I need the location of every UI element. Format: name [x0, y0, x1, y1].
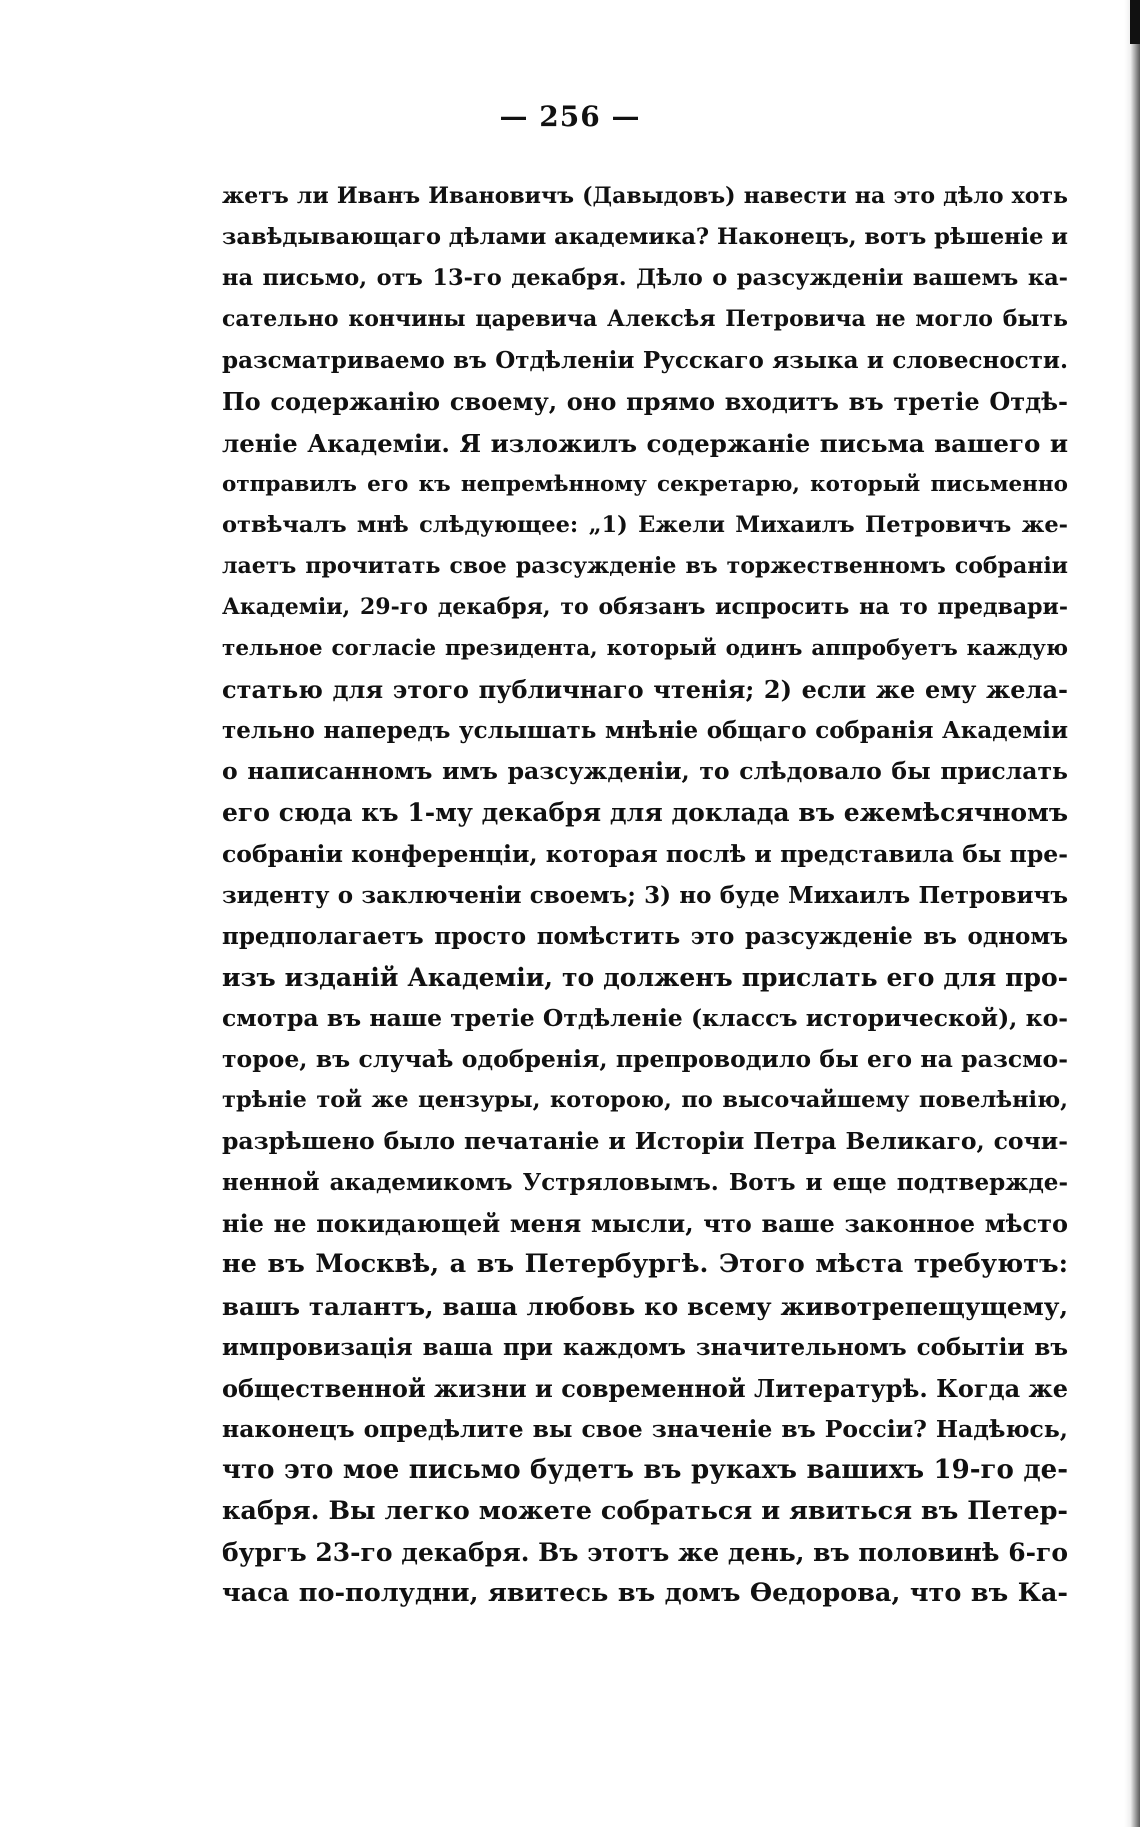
- text-line: разрѣшено было печатаніе и Исторіи Петра Великаго, сочи-: [222, 1127, 1068, 1156]
- page-number: — 256 —: [499, 100, 641, 133]
- page-edge-shadow: [1124, 0, 1140, 1827]
- text-line: тельно напередъ услышать мнѣніе общаго собранія Академіи: [222, 717, 1068, 745]
- text-line: предполагаетъ просто помѣстить это разсужденіе въ одномъ: [222, 922, 1068, 950]
- text-line: бургъ 23-го декабря. Въ этотъ же день, въ половинѣ 6-го: [222, 1538, 1068, 1568]
- text-line: импровизація ваша при каждомъ значительномъ событіи въ: [222, 1333, 1068, 1361]
- text-line: жетъ ли Иванъ Ивановичъ (Давыдовъ) навести на это дѣло хоть: [222, 183, 1068, 209]
- text-line: отвѣчалъ мнѣ слѣдующее: „1) Ежели Михаилъ Петровичъ же-: [222, 511, 1068, 538]
- text-line: Академіи, 29-го декабря, то обязанъ испросить на то предвари-: [222, 593, 1068, 620]
- text-line: торое, въ случаѣ одобренія, препроводило бы его на разсмо-: [222, 1044, 1068, 1073]
- text-line: разсматриваемо въ Отдѣленіи Русскаго языка и словесности.: [222, 347, 1068, 375]
- text-line: вашъ талантъ, ваша любовь ко всему животрепещущему,: [222, 1291, 1068, 1321]
- body-text: [222, 176, 1068, 1614]
- text-line: лаетъ прочитать свое разсужденіе въ торжественномъ собраніи: [222, 552, 1068, 579]
- text-line: изъ изданій Академіи, то долженъ прислать его для про-: [222, 962, 1068, 992]
- text-line: о написанномъ имъ разсужденіи, то слѣдовало бы прислать: [222, 757, 1068, 786]
- text-line: собраніи конференціи, которая послѣ и представила бы пре-: [222, 839, 1068, 868]
- page-edge-mark: [1130, 0, 1140, 44]
- text-line: статью для этого публичнаго чтенія; 2) если же ему жела-: [222, 675, 1068, 705]
- text-line: отправилъ его къ непремѣнному секретарю, который письменно: [222, 471, 1068, 497]
- text-line: По содержанію своему, оно прямо входитъ въ третіе Отдѣ-: [222, 387, 1068, 417]
- text-line: смотра въ наше третіе Отдѣленіе (классъ исторической), ко-: [222, 1003, 1068, 1032]
- text-line: зиденту о заключеніи своемъ; 3) но буде Михаилъ Петровичъ: [222, 881, 1068, 909]
- text-line: ніе не покидающей меня мысли, что ваше законное мѣсто: [222, 1209, 1068, 1239]
- text-line: трѣніе той же цензуры, которою, по высочайшему повелѣнію,: [222, 1087, 1068, 1114]
- text-line: завѣдывающаго дѣлами академика? Наконецъ, вотъ рѣшеніе и: [222, 224, 1068, 251]
- text-line: часа по-полудни, явитесь въ домъ Ѳедорова, что въ Ка-: [222, 1578, 1068, 1609]
- text-line: наконецъ опредѣлите вы свое значеніе въ Россіи? Надѣюсь,: [222, 1414, 1068, 1443]
- text-line: кабря. Вы легко можете собраться и явиться въ Петер-: [222, 1496, 1068, 1526]
- text-line: тельное согласіе президента, который одинъ аппробуетъ каждую: [222, 636, 1068, 662]
- text-line: сательно кончины царевича Алексѣя Петровича не могло быть: [222, 306, 1068, 333]
- text-line: что это мое письмо будетъ въ рукахъ вашихъ 19-го де-: [222, 1454, 1068, 1485]
- text-line: общественной жизни и современной Литературѣ. Когда же: [222, 1373, 1068, 1403]
- text-line: леніе Академіи. Я изложилъ содержаніе письма вашего и: [222, 428, 1068, 458]
- text-line: его сюда къ 1-му декабря для доклада въ ежемѣсячномъ: [222, 798, 1068, 828]
- text-line: на письмо, отъ 13-го декабря. Дѣло о разсужденіи вашемъ ка-: [222, 265, 1068, 292]
- text-line: ненной академикомъ Устряловымъ. Вотъ и еще подтвержде-: [222, 1169, 1068, 1197]
- text-line: не въ Москвѣ, а въ Петербургѣ. Этого мѣста требуютъ:: [222, 1249, 1068, 1280]
